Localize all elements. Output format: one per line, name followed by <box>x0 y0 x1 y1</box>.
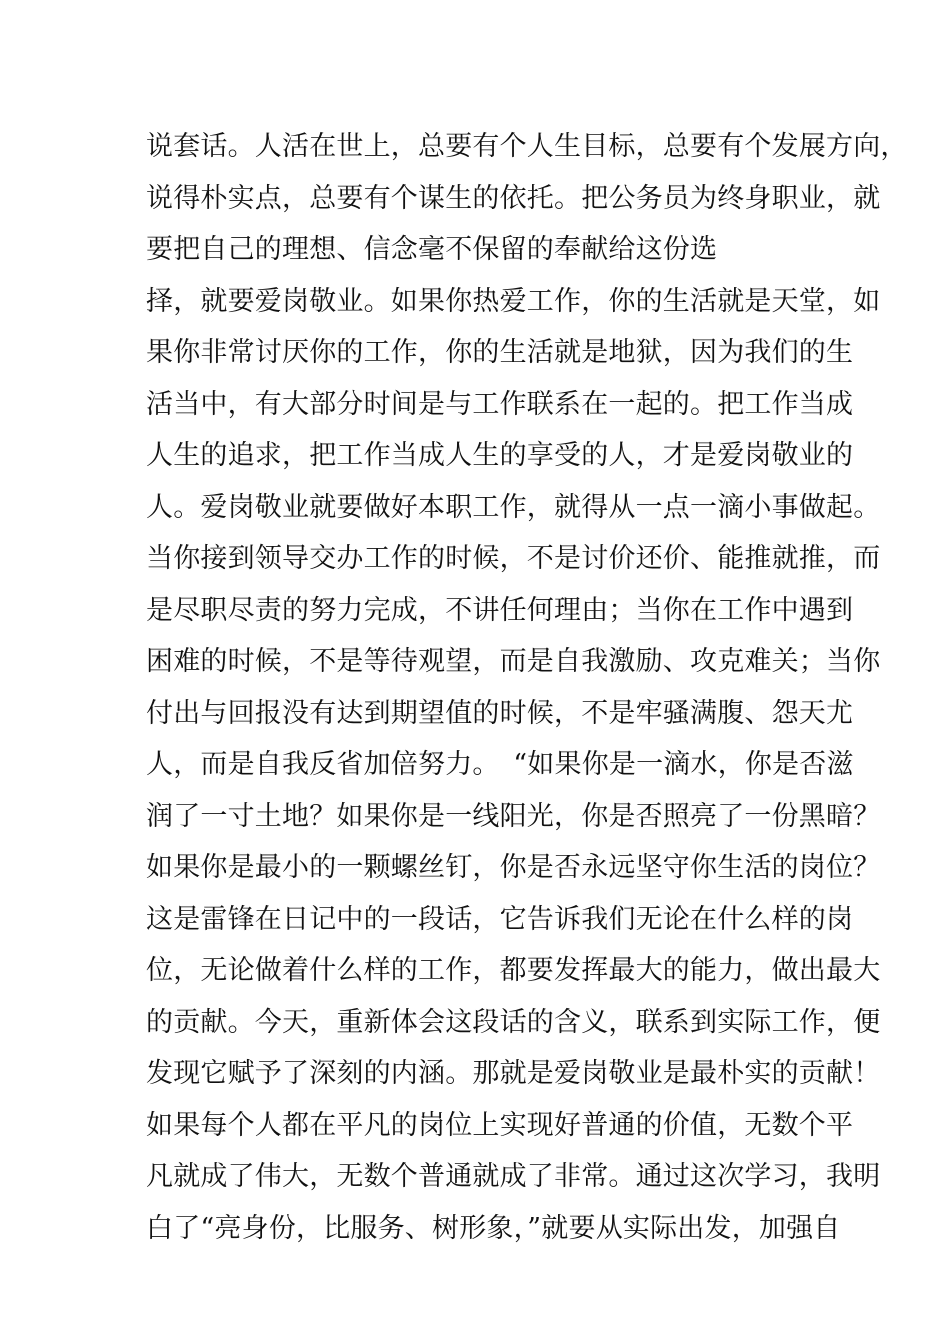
text-line: 付出与回报没有达到期望值的时候，不是牢骚满腹、怨天尤 <box>146 697 854 729</box>
text-line: 说得朴实点，总要有个谋生的依托。把公务员为终身职业，就 <box>146 182 881 214</box>
body-text <box>146 121 908 1254</box>
text-line: 要把自己的理想、信念毫不保留的奉献给这份选 <box>146 234 718 265</box>
text-line: 人。爱岗敬业就要做好本职工作，就得从一点一滴小事做起。 <box>146 491 881 523</box>
text-line: 这是雷锋在日记中的一段话，它告诉我们无论在什么样的岗 <box>146 903 854 935</box>
text-line: 凡就成了伟大，无数个普通就成了非常。通过这次学习，我明 <box>146 1161 881 1192</box>
text-line: 人，而是自我反省加倍努力。 “如果你是一滴水，你是否滋 <box>146 749 854 780</box>
text-line: 发现它赋予了深刻的内涵。那就是爱岗敬业是最朴实的贡献！ <box>146 1058 881 1089</box>
text-line: 如果你是最小的一颗螺丝钉，你是否永远坚守你生活的岗位？ <box>146 852 881 883</box>
text-line: 人生的追求，把工作当成人生的享受的人，才是爱岗敬业的 <box>146 440 854 471</box>
text-line: 困难的时候，不是等待观望，而是自我激励、攻克难关；当你 <box>146 646 881 677</box>
text-line: 是尽职尽责的努力完成，不讲任何理由；当你在工作中遇到 <box>146 594 854 626</box>
text-line: 果你非常讨厌你的工作，你的生活就是地狱，因为我们的生 <box>146 337 854 368</box>
text-line: 润了一寸土地？如果你是一线阳光，你是否照亮了一份黑暗？ <box>146 800 881 832</box>
text-line: 活当中，有大部分时间是与工作联系在一起的。把工作当成 <box>146 388 854 420</box>
text-line: 说套话。人活在世上，总要有个人生目标，总要有个发展方向， <box>146 131 908 162</box>
text-line: 当你接到领导交办工作的时候，不是讨价还价、能推就推，而 <box>146 543 881 574</box>
text-line: 如果每个人都在平凡的岗位上实现好普通的价值，无数个平 <box>146 1109 854 1141</box>
text-line: 位，无论做着什么样的工作，都要发挥最大的能力，做出最大 <box>146 955 881 986</box>
text-line: 择，就要爱岗敬业。如果你热爱工作，你的生活就是天堂，如 <box>146 285 881 317</box>
text-line: 白了“亮身份，比服务、树形象，”就要从实际出发，加强自 <box>146 1212 841 1244</box>
text-line: 的贡献。今天，重新体会这段话的含义，联系到实际工作，便 <box>146 1006 881 1038</box>
